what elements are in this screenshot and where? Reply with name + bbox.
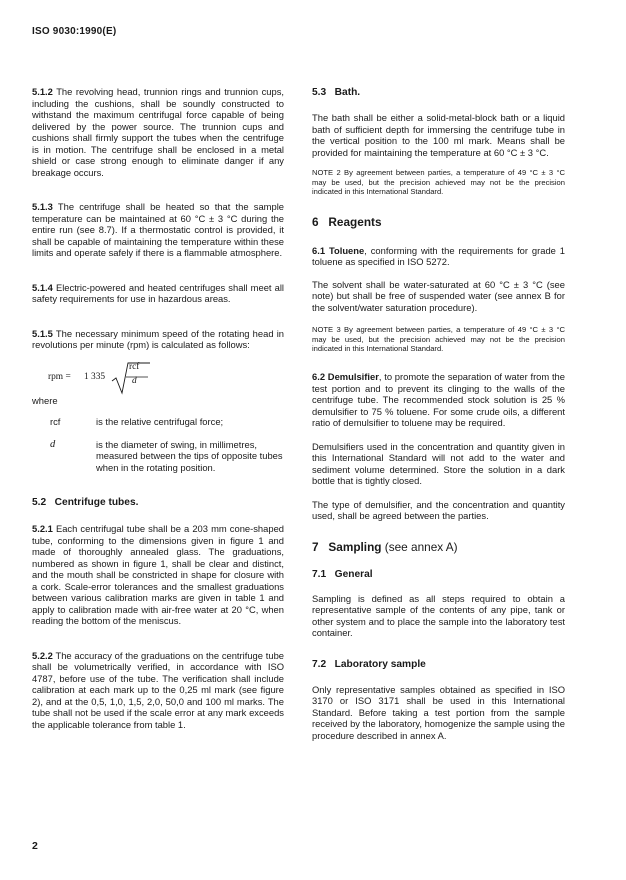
clause-text: The necessary minimum speed of the rotating head in revolutions per minute (rpm) is calculated as follows: (32, 327, 285, 350)
clause-number: 6.2 (312, 371, 326, 383)
definition-symbol: d (50, 438, 56, 450)
formula-coefficient: 1 335 (84, 371, 106, 382)
section-5-3-heading (312, 86, 565, 99)
clause-number: 5.2.2 (32, 649, 53, 661)
section-5-2-heading (32, 496, 284, 509)
section-number: 5.2 (32, 497, 47, 508)
definition-d (32, 439, 284, 474)
section-title: General (334, 568, 373, 580)
clause-5-1-4 (32, 282, 284, 305)
clause-5-2-1 (32, 523, 284, 627)
where-label: where (32, 394, 58, 406)
note-3: NOTE 3 By agreement between parties, a temperature of 49 °C ± 3 °C may be used, but the precision achieved may not be the precision indicated in this International Standard. (312, 325, 565, 354)
right-column (312, 86, 565, 741)
section-title: Centrifuge tubes. (54, 497, 139, 508)
clause-text: The revolving head, trunnion rings and trunnion cups, including the cushions, shall be soundly constructed to withstand the maximum centrifugal force capable of being delivered by the power source. The trunnion cups and cushions shall firmly support the tubes when the centrifuge is in motion. The centrifuge shall be enclosed in a metal shield or case strong enough to eliminate danger if any breakage occurs. (32, 86, 284, 178)
clause-text: , conforming with the requirements for grade 1 toluene as specified in ISO 5272. (312, 244, 566, 268)
formula-lhs: rpm = (48, 371, 71, 382)
note-2: NOTE 2 By agreement between parties, a temperature of 49 °C ± 3 °C may be used, but the precision achieved may not be the precision indicated in this International Standard. (312, 168, 565, 197)
clause-number: 5.1.5 (32, 327, 53, 339)
formula-numerator: rcf (129, 361, 140, 372)
clause-number: 5.2.1 (32, 523, 53, 534)
sampling-general-paragraph: Sampling is defined as all steps required to obtain a representative sample of the contents of any pipe, tank or other system and to place the sample into the laboratory test container. (312, 592, 565, 639)
formula-denominator: d (132, 375, 137, 386)
clause-text: Each centrifugal tube shall be a 203 mm cone-shaped tube, conforming to the dimensions given in figure 1 and made of thoroughly annealed glass. The graduations, numbered as shown in figure 1, shall be clear and distinct, and the mouth shall be constricted in shape for closure with a cork. Scale-error tolerances and the smallest graduations between various calibration marks are given in table 1 and apply to calibration made with air-free water at 20 °C, when reading the bottom of the meniscus. (32, 523, 284, 626)
clause-5-2-2 (32, 650, 284, 731)
section-number: 6 (312, 214, 319, 229)
clause-text: The accuracy of the graduations on the centrifuge tube shall be volumetrically verified, in accordance with ISO 4787, before use of the tube. The verification shall include calibration at each mark up to the 0,25 ml mark (see figure 2), and at the 0,5, 1,0, 1,5, 2,0, 50,0 and 100 ml marks. The tube shall not be used if the scale error at any mark exceeds the applicable tolerance from table 1. (32, 649, 285, 730)
reagent-name: Demulsifier (327, 371, 379, 383)
section-title: Sampling (328, 539, 382, 554)
rpm-formula (32, 361, 284, 395)
clause-5-1-3 (32, 201, 284, 259)
clause-number: 5.1.2 (32, 86, 53, 97)
clause-text: The centrifuge shall be heated so that the sample temperature can be maintained at 60 °C ± 3 °C during the entire run (see 8.7). If a thermostatic control is provided, it shall be capable of maintaining the temperature within these limits and operate safely if there is a flammable atmosphere. (32, 201, 284, 258)
section-7-2-heading (312, 658, 565, 671)
clause-5-1-2 (32, 86, 284, 178)
section-title: Laboratory sample (334, 658, 426, 670)
section-number: 7.2 (312, 658, 327, 670)
demulsifier-usage-paragraph: Demulsifiers used in the concentration and quantity given in this International Standard will not add to the water and sediment volume determined. Store the solution in a dark bottle that is tightly closed. (312, 440, 565, 487)
definition-text: is the diameter of swing, in millimetres, measured between the tips of opposite tubes when in the rotating position. (96, 438, 283, 473)
clause-number: 5.1.4 (32, 281, 53, 293)
document-header: ISO 9030:1990(E) (32, 26, 117, 37)
section-number: 7 (312, 539, 319, 554)
section-annex-reference: (see annex A) (384, 539, 458, 554)
solvent-paragraph: The solvent shall be water-saturated at 60 °C ± 3 °C (see note) but shall be free of suspended water (see annex B for the solvent/water saturation procedure). (312, 278, 565, 313)
bath-paragraph: The bath shall be either a solid-metal-block bath or a liquid bath of sufficient depth for immersing the centrifuge tube in the vertical position to the 100 ml mark. Means shall be provided for maintaining the temperature at 60 °C ± 3 °C. (312, 112, 565, 158)
section-number: 7.1 (312, 568, 327, 580)
reagent-name: Toluene (328, 244, 365, 256)
clause-number: 5.1.3 (32, 201, 53, 212)
section-7-1-heading (312, 568, 565, 581)
clause-number: 6.1 (312, 244, 326, 256)
clause-text: Electric-powered and heated centrifuges shall meet all safety requirements for use in hazardous areas. (32, 281, 284, 304)
definition-symbol: rcf (50, 416, 61, 427)
section-number: 5.3 (312, 87, 327, 98)
section-6-heading (312, 215, 565, 230)
page-number: 2 (32, 840, 38, 852)
clause-6-1 (312, 245, 565, 268)
clause-5-1-5 (32, 328, 284, 351)
section-7-heading (312, 540, 565, 555)
definition-rcf (32, 416, 284, 428)
clause-6-2 (312, 371, 565, 429)
section-title: Bath. (334, 87, 361, 98)
clause-text: , to promote the separation of water from the test portion and to prevent its clinging to the walls of the centrifuge tube. The recommended stock solution is 25 % demulsifier to 75 % toluene. For some crude oils, a different ratio of demulsifier to toluene may be required. (312, 371, 565, 429)
definition-text: is the relative centrifugal force; (96, 416, 224, 427)
demulsifier-agreement-paragraph: The type of demulsifier, and the concentration and quantity used, shall be agreed between the parties. (312, 498, 565, 522)
section-title: Reagents (328, 214, 382, 229)
left-column (32, 86, 284, 730)
laboratory-sample-paragraph: Only representative samples obtained as specified in ISO 3170 or ISO 3171 shall be used in this International Standard. Before taking a test portion from the sample received by the laboratory, homogenize the sample using the procedure described in annex A. (312, 683, 565, 741)
